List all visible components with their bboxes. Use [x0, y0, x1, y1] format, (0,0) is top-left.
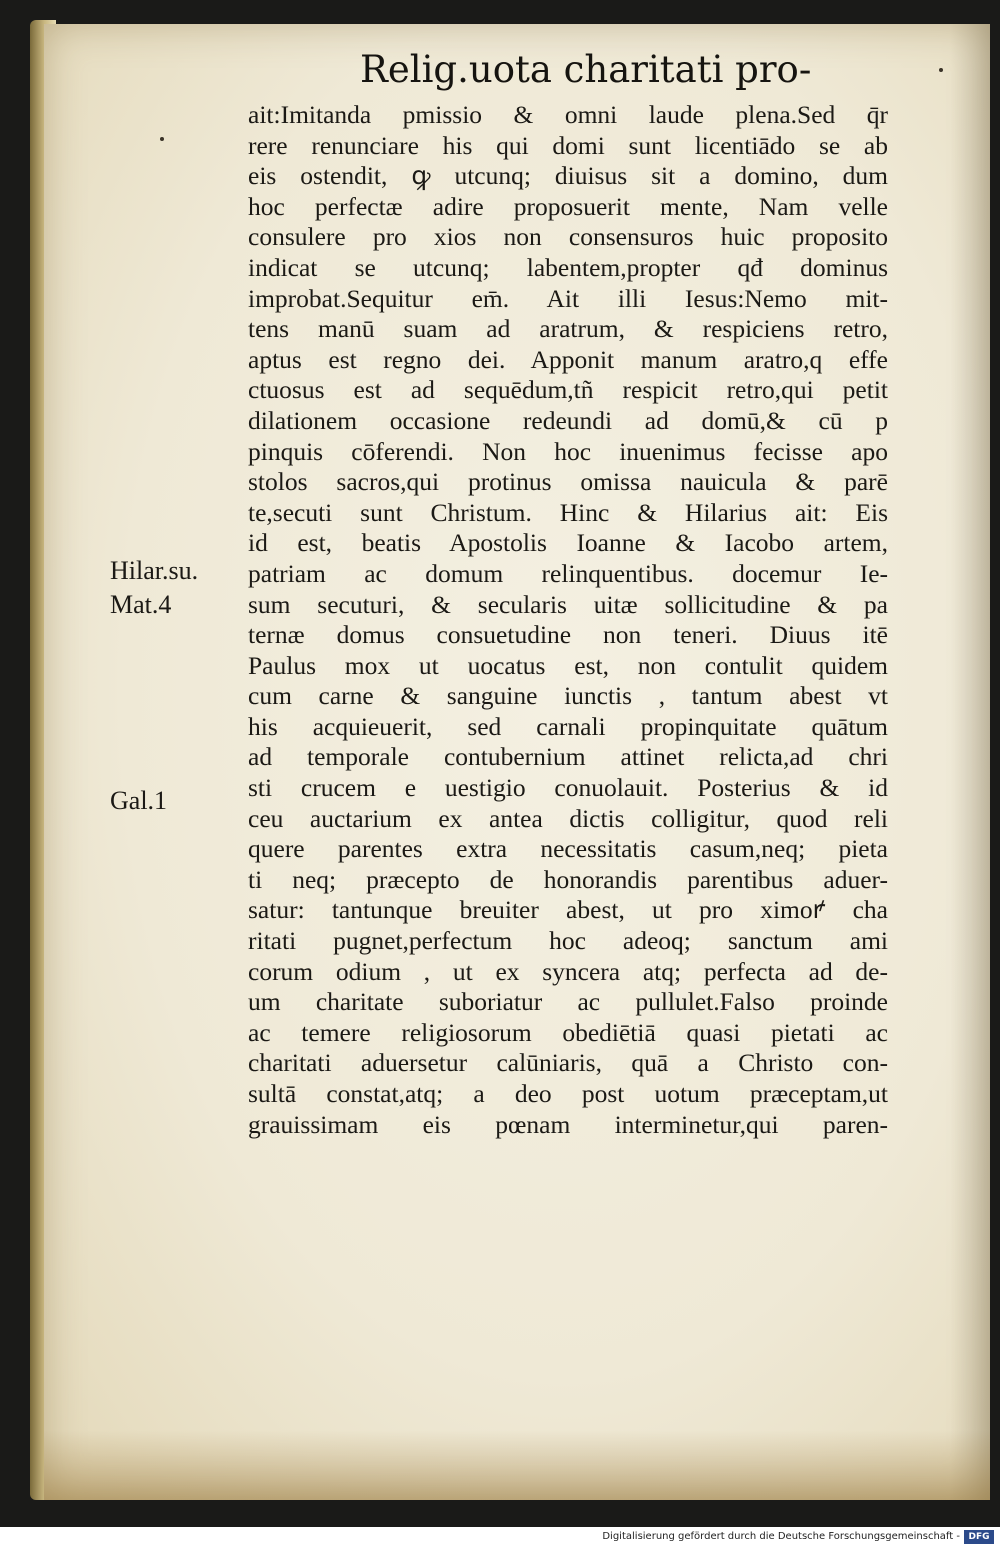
text-line: sti crucem e uestigio conuolauit. Posterius & id [248, 773, 888, 803]
page-stain [44, 1430, 990, 1500]
text-line: ti neq; præcepto de honorandis parentibus aduer- [248, 864, 888, 894]
text-line: grauissimam eis pœnam interminetur,qui paren- [248, 1109, 888, 1139]
text-line: patriam ac domum relinquentibus. docemur Ie- [248, 558, 888, 588]
text-block [248, 100, 888, 1140]
ink-speck [939, 68, 943, 72]
text-line: charitati aduersetur calūniaris, quā a Christo con- [248, 1048, 888, 1078]
text-line: ritati pugnet,perfectum hoc adeoq; sanctum ami [248, 926, 888, 956]
text-line: tens manū suam ad aratrum, & respiciens retro, [248, 314, 888, 344]
ink-speck [160, 137, 164, 141]
text-line: ternæ domus consuetudine non teneri. Diuus itē [248, 620, 888, 650]
text-line: ait:Imitanda pmissio & omni laude plena.Sed q̄r [248, 100, 888, 129]
text-line: indicat se utcunq; labentem,propter qđ dominus [248, 252, 888, 282]
text-line: consulere pro xios non consensuros huic proposito [248, 222, 888, 252]
text-line: improbat.Sequitur em̄. Ait illi Iesus:Nemo mit- [248, 283, 888, 313]
dfg-logo: DFG [964, 1530, 994, 1544]
text-line: dilationem occasione redeundi ad domū,& cū p [248, 405, 888, 435]
running-head: Relig.uota charitati pro- [360, 48, 812, 91]
text-line: aptus est regno dei. Apponit manum aratro,q effe [248, 344, 888, 374]
text-line: satur: tantunque breuiter abest, ut pro ximoꝵ cha [248, 895, 888, 925]
text-line: ad temporale contubernium attinet relicta,ad chri [248, 742, 888, 772]
text-line: quere parentes extra necessitatis casum,neq; pieta [248, 834, 888, 864]
margin-note-matthew: Mat.4 [110, 590, 172, 619]
margin-note-hilarius: Hilar.su. [110, 556, 199, 585]
text-line: sultā constat,atq; a deo post uotum præceptam,ut [248, 1079, 888, 1108]
digitization-footer [0, 1527, 1000, 1547]
text-line: eis ostendit, ꝙ utcunq; diuisus sit a domino, dum [248, 161, 888, 191]
text-line: ceu auctarium ex antea dictis colligitur, quod reli [248, 803, 888, 833]
text-line: id est, beatis Apostolis Ioanne & Iacobo artem, [248, 528, 888, 558]
text-line: rere renunciare his qui domi sunt licentiādo se ab [248, 130, 888, 160]
text-line: te,secuti sunt Christum. Hinc & Hilarius ait: Eis [248, 497, 888, 527]
text-line: um charitate suboriatur ac pullulet.Falso proinde [248, 987, 888, 1017]
text-line: cum carne & sanguine iunctis , tantum abest vt [248, 681, 888, 711]
spine-shadow [950, 24, 990, 1500]
text-line: ctuosus est ad sequēdum,tñ respicit retro,qui petit [248, 375, 888, 405]
margin-note-galatians: Gal.1 [110, 786, 168, 815]
text-line: ac temere religiosorum obediētiā quasi pietati ac [248, 1017, 888, 1047]
text-line: corum odium , ut ex syncera atq; perfecta ad de- [248, 956, 888, 986]
text-line: pinquis cōferendi. Non hoc inuenimus fecisse apo [248, 436, 888, 466]
footer-credit: Digitalisierung gefördert durch die Deutsche Forschungsgemeinschaft - [602, 1531, 960, 1542]
text-line: his acquieuerit, sed carnali propinquitate quātum [248, 711, 888, 741]
text-line: sum secuturi, & secularis uitæ sollicitudine & pa [248, 589, 888, 619]
text-line: stolos sacros,qui protinus omissa nauicula & parē [248, 467, 888, 497]
text-line: Paulus mox ut uocatus est, non contulit quidem [248, 650, 888, 680]
text-line: hoc perfectæ adire proposuerit mente, Nam velle [248, 191, 888, 221]
